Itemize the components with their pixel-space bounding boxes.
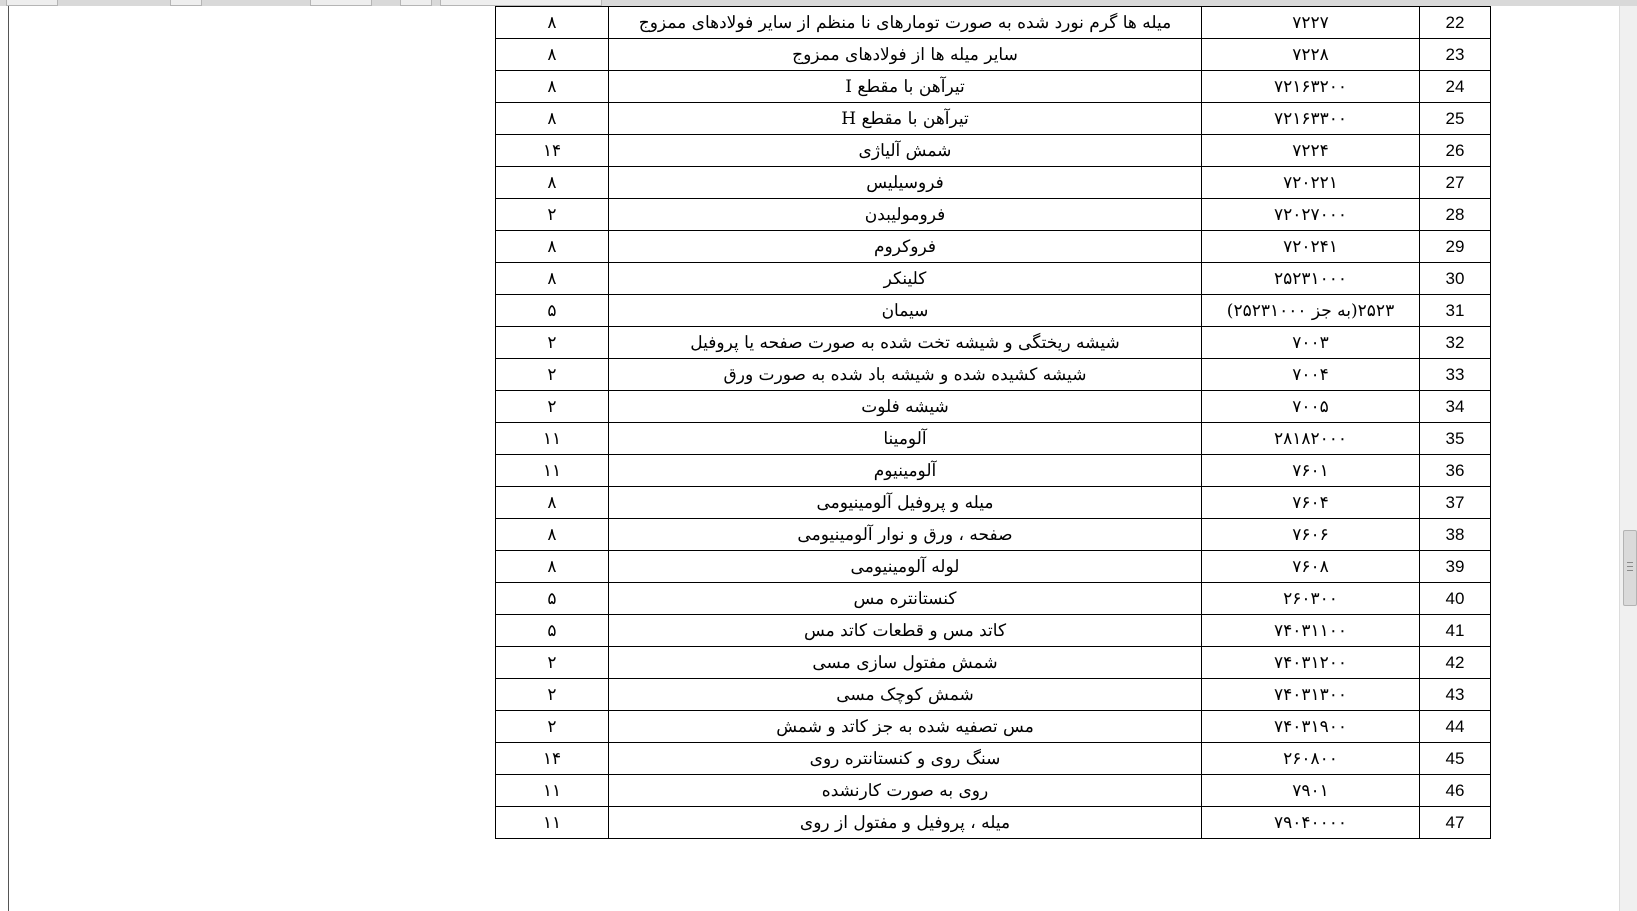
grip-line [1627,562,1633,563]
vertical-scrollbar[interactable] [1619,6,1637,911]
table-row [496,775,1491,807]
code-cell: ۷۶۰۴ [1202,487,1420,519]
table-row [496,807,1491,839]
description-cell: تیرآهن با مقطع I [609,71,1202,103]
rate-cell: ۱۱ [496,775,609,807]
table-row [496,711,1491,743]
row-number-cell: 32 [1420,327,1491,359]
rate-cell: ۲ [496,391,609,423]
table-row [496,295,1491,327]
code-cell: ۷۲۰۲۴۱ [1202,231,1420,263]
row-number-cell: 42 [1420,647,1491,679]
code-cell: ۷۶۰۸ [1202,551,1420,583]
rate-cell: ۲ [496,711,609,743]
description-cell: مس تصفیه شده به جز کاتد و شمش [609,711,1202,743]
row-number-cell: 27 [1420,167,1491,199]
code-cell: ۷۰۰۵ [1202,391,1420,423]
description-cell: فروسیلیس [609,167,1202,199]
grip-line [1627,570,1633,571]
description-cell: لوله آلومینیومی [609,551,1202,583]
document-page [9,6,1619,911]
row-number-cell: 24 [1420,71,1491,103]
description-cell: میله ها گرم نورد شده به صورت تومارهای نا منظم از سایر فولادهای ممزوج [609,7,1202,39]
rate-cell: ۲ [496,327,609,359]
row-number-cell: 23 [1420,39,1491,71]
code-cell: ۷۲۰۲۲۱ [1202,167,1420,199]
row-number-cell: 22 [1420,7,1491,39]
rate-cell: ۸ [496,167,609,199]
row-number-cell: 35 [1420,423,1491,455]
code-cell: ۷۴۰۳۱۳۰۰ [1202,679,1420,711]
rate-cell: ۸ [496,71,609,103]
row-number-cell: 40 [1420,583,1491,615]
rate-cell: ۸ [496,7,609,39]
code-cell: ۲۵۲۳(به جز ۲۵۲۳۱۰۰۰) [1202,295,1420,327]
code-cell: ۷۰۰۴ [1202,359,1420,391]
row-number-cell: 29 [1420,231,1491,263]
row-number-cell: 30 [1420,263,1491,295]
table-row [496,583,1491,615]
description-cell: آلومینیوم [609,455,1202,487]
rate-cell: ۱۴ [496,743,609,775]
rate-cell: ۱۱ [496,807,609,839]
table-row [496,551,1491,583]
table-row [496,7,1491,39]
table-row [496,679,1491,711]
description-cell: شمش آلیاژی [609,135,1202,167]
row-number-cell: 44 [1420,711,1491,743]
description-cell: شیشه فلوت [609,391,1202,423]
table-row [496,327,1491,359]
rate-cell: ۱۱ [496,423,609,455]
table-row [496,359,1491,391]
description-cell: روی به صورت کارنشده [609,775,1202,807]
rate-cell: ۲ [496,679,609,711]
code-cell: ۲۵۲۳۱۰۰۰ [1202,263,1420,295]
row-number-cell: 33 [1420,359,1491,391]
description-cell: میله و پروفیل آلومینیومی [609,487,1202,519]
row-number-cell: 37 [1420,487,1491,519]
row-number-cell: 47 [1420,807,1491,839]
code-cell: ۷۲۱۶۳۲۰۰ [1202,71,1420,103]
description-cell: سایر میله ها از فولادهای ممزوج [609,39,1202,71]
rate-cell: ۱۴ [496,135,609,167]
code-cell: ۲۶۰۸۰۰ [1202,743,1420,775]
code-cell: ۷۶۰۱ [1202,455,1420,487]
row-number-cell: 36 [1420,455,1491,487]
description-cell: فروکروم [609,231,1202,263]
description-cell: کاتد مس و قطعات کاتد مس [609,615,1202,647]
code-cell: ۷۲۱۶۳۳۰۰ [1202,103,1420,135]
table-row [496,231,1491,263]
rate-cell: ۲ [496,199,609,231]
row-number-cell: 39 [1420,551,1491,583]
rate-cell: ۱۱ [496,455,609,487]
rate-cell: ۵ [496,295,609,327]
table-row [496,423,1491,455]
left-gutter [0,6,9,911]
table-row [496,487,1491,519]
description-cell: فرومولیبدن [609,199,1202,231]
rate-cell: ۲ [496,359,609,391]
row-number-cell: 26 [1420,135,1491,167]
description-cell: شیشه ریختگی و شیشه تخت شده به صورت صفحه یا پروفیل [609,327,1202,359]
scroll-thumb[interactable] [1623,530,1637,606]
row-number-cell: 34 [1420,391,1491,423]
description-cell: سنگ روی و کنستانتره روی [609,743,1202,775]
rate-cell: ۵ [496,615,609,647]
table-row [496,615,1491,647]
description-cell: شمش مفتول سازی مسی [609,647,1202,679]
rate-cell: ۸ [496,519,609,551]
rate-cell: ۸ [496,263,609,295]
data-table [495,6,1491,839]
table-row [496,455,1491,487]
table-row [496,743,1491,775]
code-cell: ۷۶۰۶ [1202,519,1420,551]
code-cell: ۷۴۰۳۱۱۰۰ [1202,615,1420,647]
description-cell: میله ، پروفیل و مفتول از روی [609,807,1202,839]
code-cell: ۷۰۰۳ [1202,327,1420,359]
description-cell: کنستانتره مس [609,583,1202,615]
table-row [496,167,1491,199]
row-number-cell: 28 [1420,199,1491,231]
row-number-cell: 31 [1420,295,1491,327]
code-cell: ۷۴۰۳۱۹۰۰ [1202,711,1420,743]
description-cell: صفحه ، ورق و نوار آلومینیومی [609,519,1202,551]
code-cell: ۷۲۰۲۷۰۰۰ [1202,199,1420,231]
code-cell: ۷۴۰۳۱۲۰۰ [1202,647,1420,679]
table-row [496,647,1491,679]
description-cell: سیمان [609,295,1202,327]
row-number-cell: 46 [1420,775,1491,807]
rate-cell: ۸ [496,551,609,583]
rate-cell: ۸ [496,103,609,135]
description-cell: شمش کوچک مسی [609,679,1202,711]
description-cell: آلومینا [609,423,1202,455]
table-row [496,39,1491,71]
row-number-cell: 43 [1420,679,1491,711]
code-cell: ۲۸۱۸۲۰۰۰ [1202,423,1420,455]
table-body [496,7,1491,839]
code-cell: ۷۲۲۴ [1202,135,1420,167]
table-row [496,519,1491,551]
code-cell: ۷۹۰۴۰۰۰۰ [1202,807,1420,839]
rate-cell: ۵ [496,583,609,615]
description-cell: شیشه کشیده شده و شیشه باد شده به صورت ورق [609,359,1202,391]
table-row [496,391,1491,423]
grip-line [1627,566,1633,567]
description-cell: کلینکر [609,263,1202,295]
rate-cell: ۸ [496,231,609,263]
table-row [496,71,1491,103]
table-row [496,135,1491,167]
row-number-cell: 45 [1420,743,1491,775]
table-row [496,263,1491,295]
table-row [496,103,1491,135]
code-cell: ۷۹۰۱ [1202,775,1420,807]
description-cell: تیرآهن با مقطع H [609,103,1202,135]
code-cell: ۲۶۰۳۰۰ [1202,583,1420,615]
row-number-cell: 41 [1420,615,1491,647]
row-number-cell: 25 [1420,103,1491,135]
row-number-cell: 38 [1420,519,1491,551]
code-cell: ۷۲۲۸ [1202,39,1420,71]
code-cell: ۷۲۲۷ [1202,7,1420,39]
rate-cell: ۸ [496,39,609,71]
table-row [496,199,1491,231]
rate-cell: ۸ [496,487,609,519]
rate-cell: ۲ [496,647,609,679]
